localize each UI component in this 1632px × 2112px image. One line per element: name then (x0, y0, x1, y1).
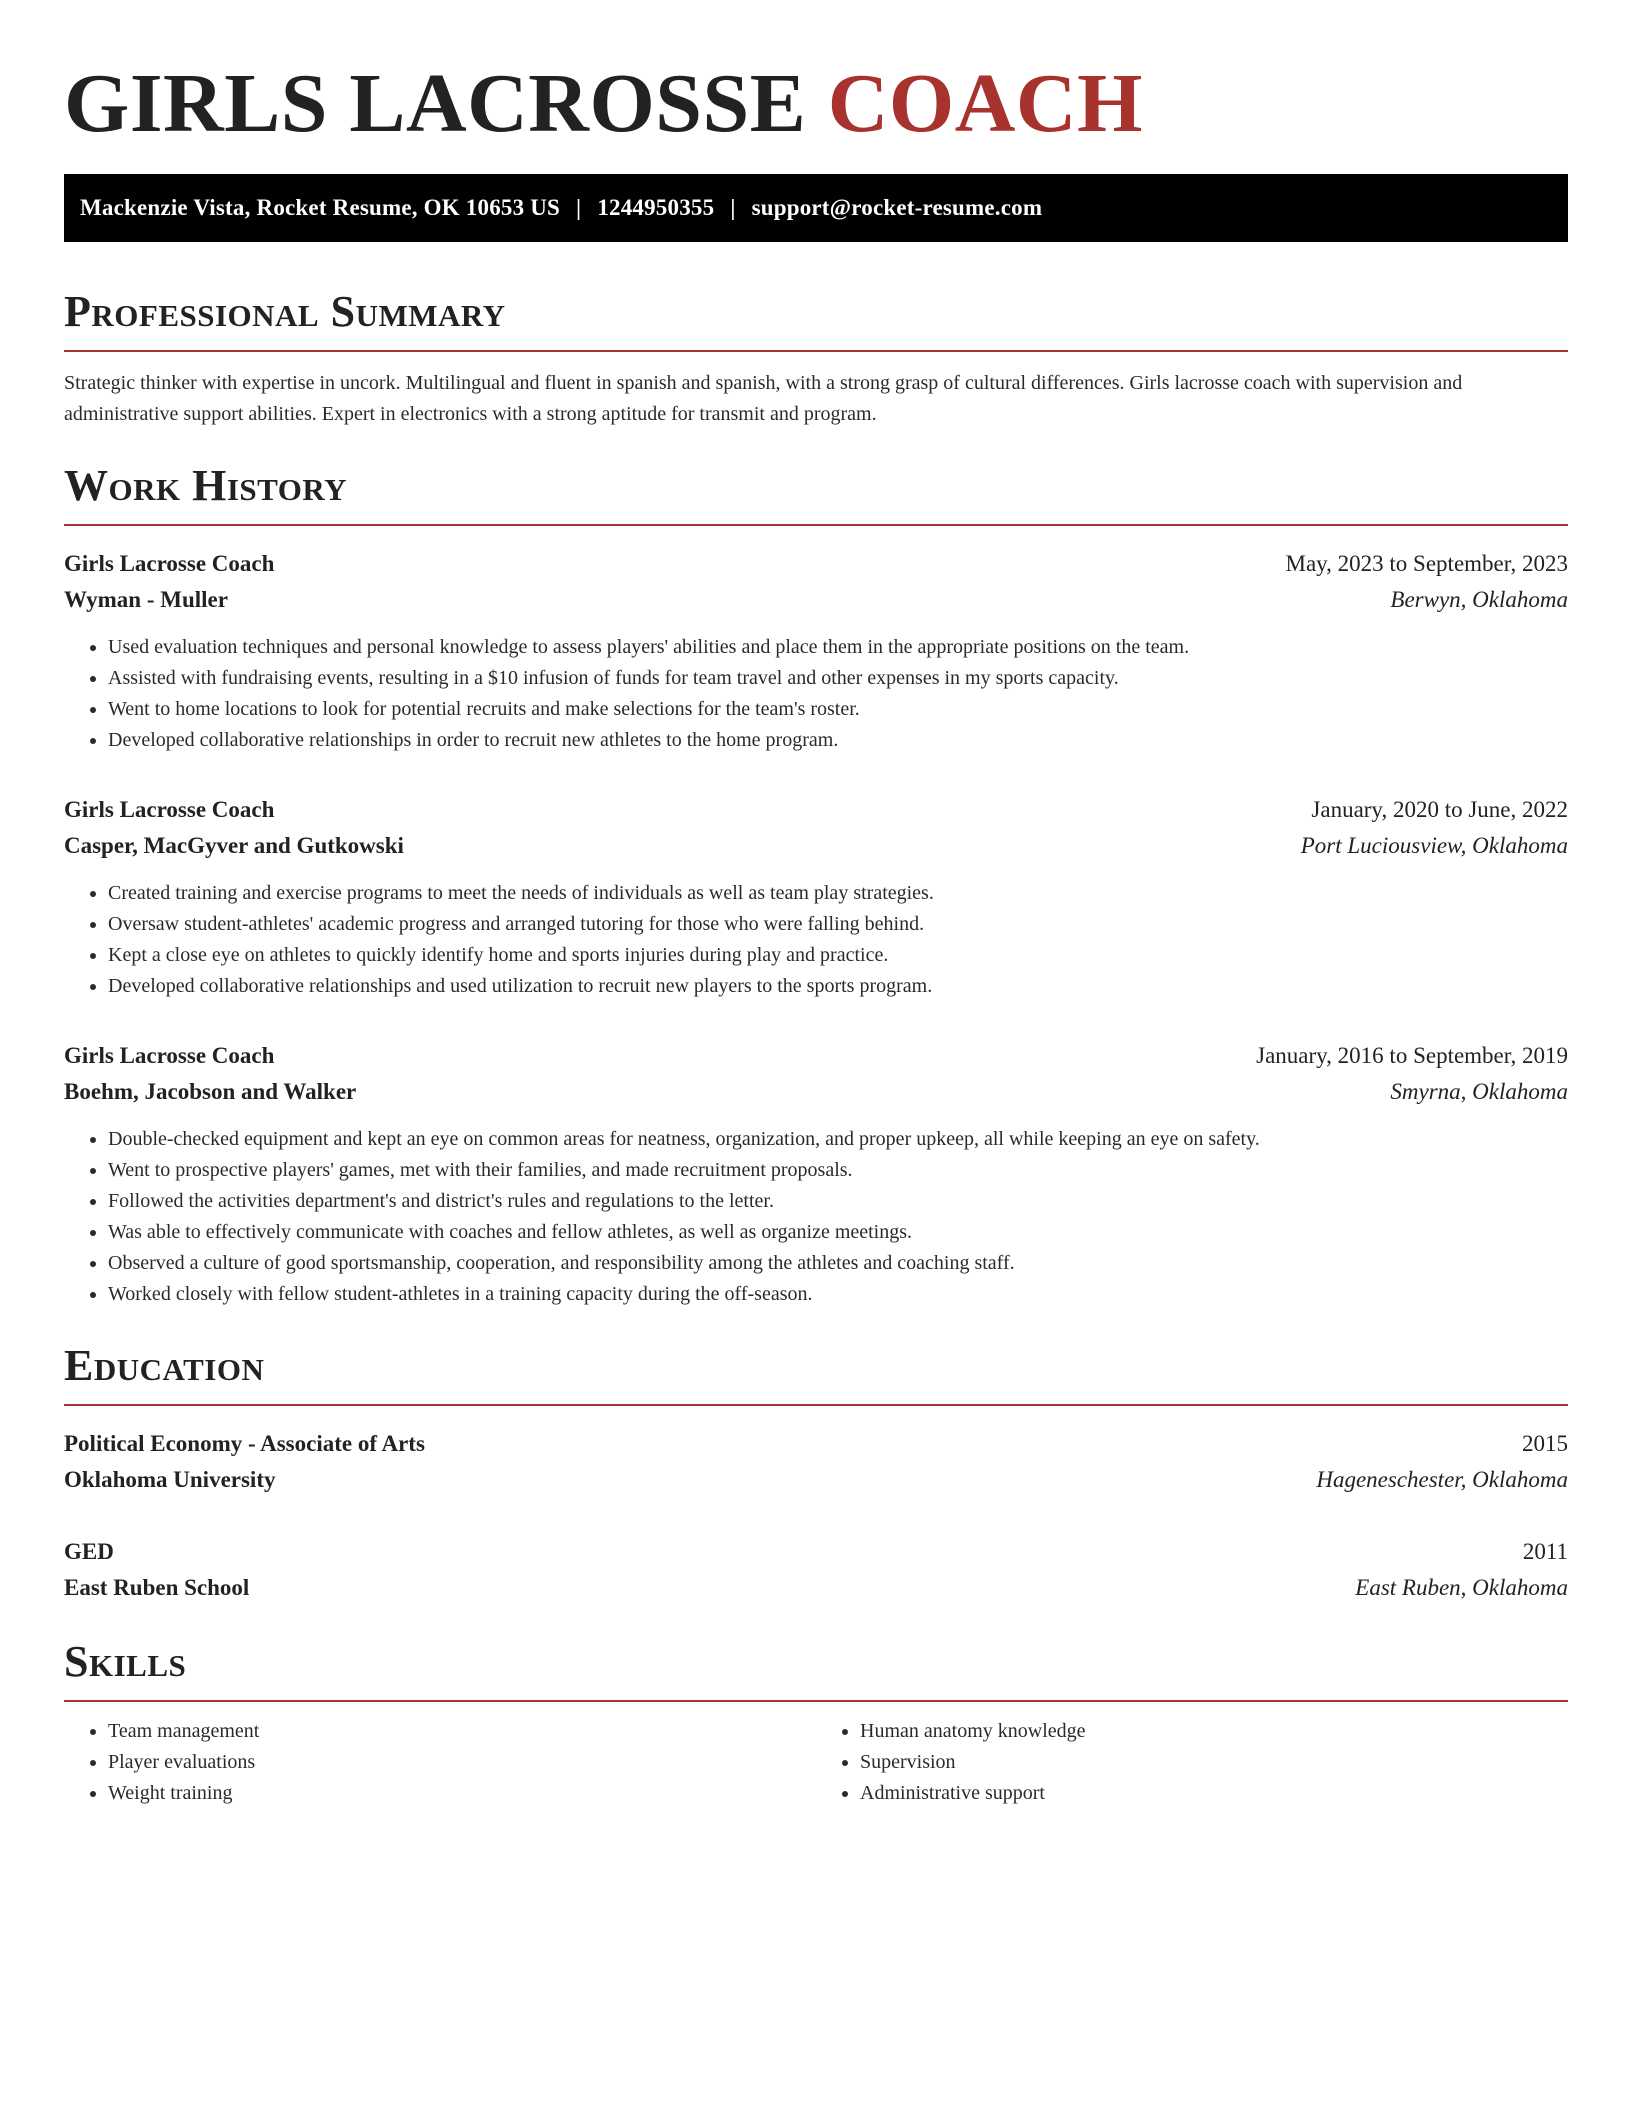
title-accent: COACH (827, 57, 1143, 150)
education-school: Oklahoma University (64, 1467, 276, 1492)
skill-item: • Supervision (860, 1747, 1568, 1778)
skills-columns (64, 1716, 1568, 1809)
job-header-row (64, 546, 1568, 582)
section-heading: Education (64, 1341, 265, 1390)
title-main: GIRLS LACROSSE (64, 57, 828, 150)
education-entry (64, 1426, 1568, 1498)
job-bullet: • Created training and exercise programs to meet the needs of individuals as well as team play strategies. (108, 878, 1568, 909)
job-company: Casper, MacGyver and Gutkowski (64, 833, 404, 858)
section-divider (64, 1404, 1568, 1406)
contact-separator: | (576, 195, 582, 220)
skill-item: • Team management (108, 1716, 816, 1747)
job-company-row (64, 828, 1568, 864)
job-title: Girls Lacrosse Coach (64, 551, 275, 576)
job-bullet: • Used evaluation techniques and personal knowledge to assess players' abilities and place them in the appropriate positions on the team. (108, 632, 1568, 663)
section-divider (64, 1700, 1568, 1702)
skill-item: • Administrative support (860, 1778, 1568, 1809)
job-bullet: • Observed a culture of good sportsmanship, cooperation, and responsibility among the athletes and coaching staff. (108, 1248, 1568, 1279)
job-company-row (64, 582, 1568, 618)
education-school: East Ruben School (64, 1575, 250, 1600)
section-heading: Skills (64, 1637, 187, 1686)
job-location: Smyrna, Oklahoma (1390, 1079, 1568, 1104)
job-title: Girls Lacrosse Coach (64, 1043, 275, 1068)
job-dates: January, 2020 to June, 2022 (1311, 797, 1568, 822)
section-heading: Work History (64, 461, 348, 510)
job-entry (64, 1038, 1568, 1310)
education-degree-row (64, 1534, 1568, 1570)
job-bullet: • Went to prospective players' games, met with their families, and made recruitment proposals. (108, 1155, 1568, 1186)
job-location: Berwyn, Oklahoma (1390, 587, 1568, 612)
education-degree-row (64, 1426, 1568, 1462)
skill-item: • Player evaluations (108, 1747, 816, 1778)
job-bullet: • Double-checked equipment and kept an eye on common areas for neatness, organization, and proper upkeep, all while keeping an eye on safety. (108, 1124, 1568, 1155)
education-location: Hageneschester, Oklahoma (1316, 1467, 1568, 1492)
job-bullet: • Oversaw student-athletes' academic progress and arranged tutoring for those who were falling behind. (108, 909, 1568, 940)
contact-separator: | (730, 195, 736, 220)
job-bullets (64, 1124, 1568, 1310)
job-header-row (64, 792, 1568, 828)
job-bullet: • Was able to effectively communicate with coaches and fellow athletes, as well as organize meetings. (108, 1217, 1568, 1248)
education-year: 2011 (1522, 1539, 1568, 1564)
job-entry (64, 792, 1568, 1002)
job-dates: January, 2016 to September, 2019 (1256, 1043, 1568, 1068)
job-company: Wyman - Muller (64, 587, 228, 612)
job-bullets (64, 632, 1568, 756)
job-bullet: • Followed the activities department's and district's rules and regulations to the letter. (108, 1186, 1568, 1217)
job-bullet: • Developed collaborative relationships in order to recruit new athletes to the home program. (108, 725, 1568, 756)
skill-item: • Weight training (108, 1778, 816, 1809)
contact-phone: 1244950355 (597, 195, 715, 220)
skills-list-left (64, 1716, 816, 1809)
job-bullet: • Went to home locations to look for potential recruits and make selections for the team's roster. (108, 694, 1568, 725)
job-company-row (64, 1074, 1568, 1110)
education-location: East Ruben, Oklahoma (1355, 1575, 1568, 1600)
education-school-row (64, 1570, 1568, 1606)
education-school-row (64, 1462, 1568, 1498)
skill-item: • Human anatomy knowledge (860, 1716, 1568, 1747)
resume-title (64, 56, 1568, 152)
job-bullet: • Developed collaborative relationships and used utilization to recruit new players to the sports program. (108, 971, 1568, 1002)
education-degree: Political Economy - Associate of Arts (64, 1431, 425, 1456)
job-company: Boehm, Jacobson and Walker (64, 1079, 357, 1104)
job-location: Port Luciousview, Oklahoma (1300, 833, 1568, 858)
job-bullet: • Assisted with fundraising events, resulting in a $10 infusion of funds for team travel and other expenses in my sports capacity. (108, 663, 1568, 694)
education-section (64, 1340, 1568, 1606)
education-entry (64, 1534, 1568, 1606)
job-dates: May, 2023 to September, 2023 (1285, 551, 1568, 576)
job-entry (64, 546, 1568, 756)
job-title: Girls Lacrosse Coach (64, 797, 275, 822)
job-bullet: • Kept a close eye on athletes to quickly identify home and sports injuries during play and practice. (108, 940, 1568, 971)
skills-section (64, 1636, 1568, 1809)
summary-section (64, 286, 1568, 430)
job-bullets (64, 878, 1568, 1002)
section-divider (64, 524, 1568, 526)
contact-email: support@rocket-resume.com (751, 195, 1043, 220)
section-heading: Professional Summary (64, 287, 506, 336)
education-year: 2015 (1522, 1431, 1568, 1456)
education-degree: GED (64, 1539, 114, 1564)
job-bullet: • Worked closely with fellow student-athletes in a training capacity during the off-season. (108, 1279, 1568, 1310)
job-header-row (64, 1038, 1568, 1074)
summary-text: Strategic thinker with expertise in uncork. Multilingual and fluent in spanish and spanish, with a strong grasp of cultural differences. Girls lacrosse coach with supervision and administrative support abilities. Expert in electronics with a strong aptitude for transmit and program. (64, 372, 1463, 425)
contact-bar (64, 174, 1568, 242)
contact-address: Mackenzie Vista, Rocket Resume, OK 10653 US (80, 195, 561, 220)
section-divider (64, 350, 1568, 352)
skills-list-right (816, 1716, 1568, 1809)
work-history-section (64, 460, 1568, 1310)
